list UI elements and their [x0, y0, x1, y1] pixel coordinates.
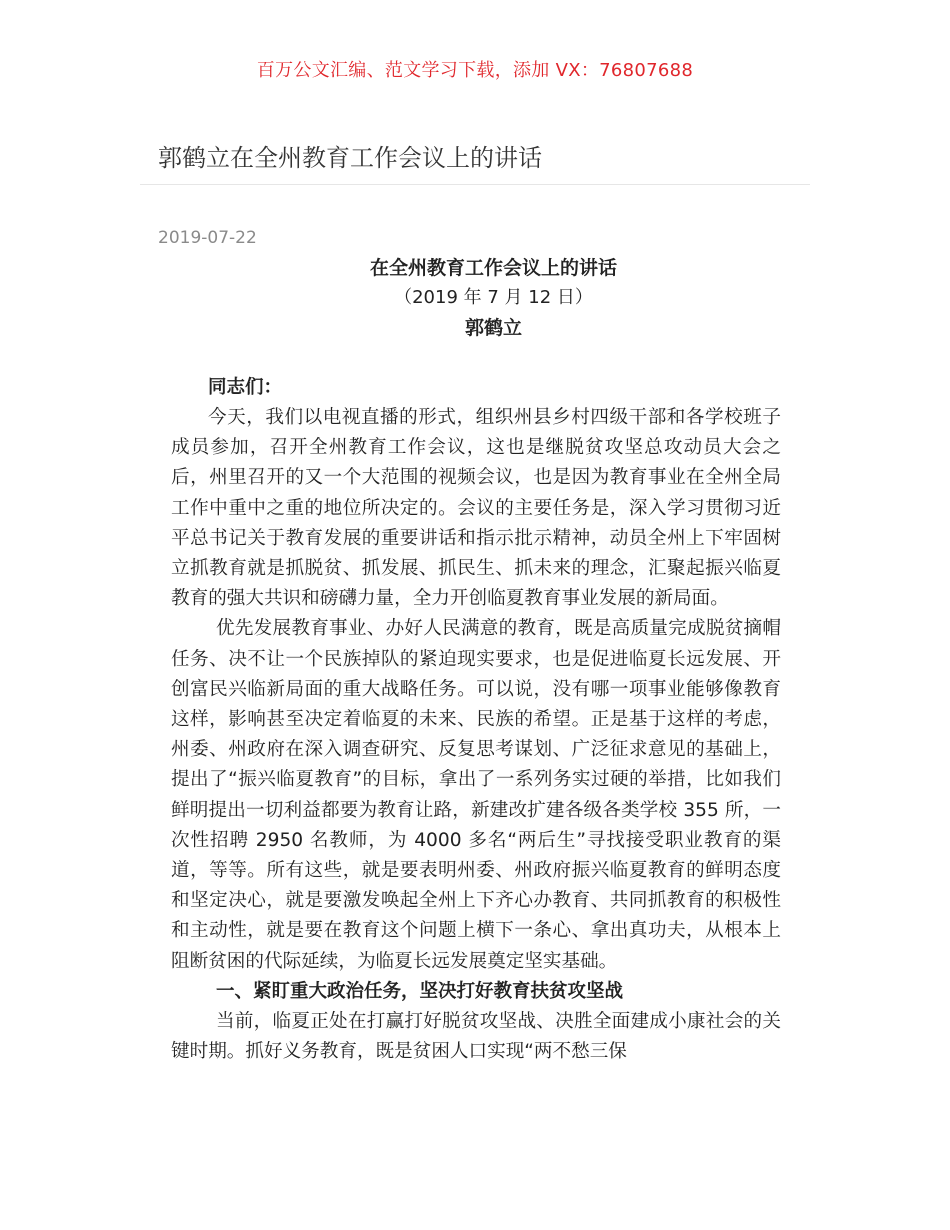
- greeting: 同志们：: [208, 377, 283, 398]
- article-body: [171, 253, 781, 1067]
- page-title: 郭鹤立在全州教育工作会议上的讲话: [158, 144, 542, 172]
- promo-banner: 百万公文汇编、范文学习下载，添加 VX：76807688: [256, 60, 694, 81]
- title-divider: [140, 184, 810, 185]
- paragraph: 当前，临夏正处在打赢打好脱贫攻坚战、决胜全面建成小康社会的关键时期。抓好义务教育，既是贫困人口实现“两不愁三保: [171, 1010, 781, 1063]
- speech-title: 在全州教育工作会议上的讲话: [369, 257, 617, 279]
- paragraph: 优先发展教育事业、办好人民满意的教育，既是高质量完成脱贫摘帽任务、决不让一个民族掉队的紧迫现实要求，也是促进临夏长远发展、开创富民兴临新局面的重大战略任务。可以说，没有哪一项事业能够像教育这样，影响甚至决定着临夏的未来、民族的希望。正是基于这样的考虑，州委、州政府在深入调查研究、反复思考谋划、广泛征求意见的基础上，提出了“振兴临夏教育”的目标，拿出了一系列务实过硬的举措，比如我们鲜明提出一切利益都要为教育让路，新建改扩建各级各类学校 355 所，一次性招聘 2950 名教师，为 4000 多名“两后生”寻找接受职业教育的渠道，等等。所有这些，就是要表明州委、州政府振兴临夏教育的鲜明态度和坚定决心，就是要激发唤起全州上下齐心办教育、共同抓教育的积极性和主动性，就是要在教育这个问题上横下一条心、拿出真功夫，从根本上阻断贫困的代际延续，为临夏长远发展奠定坚实基础。: [171, 618, 781, 972]
- speaker-name: 郭鹤立: [464, 317, 522, 339]
- section-heading: 一、紧盯重大政治任务，坚决打好教育扶贫攻坚战: [216, 980, 624, 1002]
- speech-date: （2019 年 7 月 12 日）: [394, 287, 593, 308]
- publish-date: 2019-07-22: [158, 228, 257, 248]
- paragraph: 今天，我们以电视直播的形式，组织州县乡村四级干部和各学校班子成员参加，召开全州教育工作会议，这也是继脱贫攻坚总攻动员大会之后，州里召开的又一个大范围的视频会议，也是因为教育事业在全州全局工作中重中之重的地位所决定的。会议的主要任务是，深入学习贯彻习近平总书记关于教育发展的重要讲话和指示批示精神，动员全州上下牢固树立抓教育就是抓脱贫、抓发展、抓民生、抓未来的理念，汇聚起振兴临夏教育的强大共识和磅礴力量，全力开创临夏教育事业发展的新局面。: [171, 407, 781, 610]
